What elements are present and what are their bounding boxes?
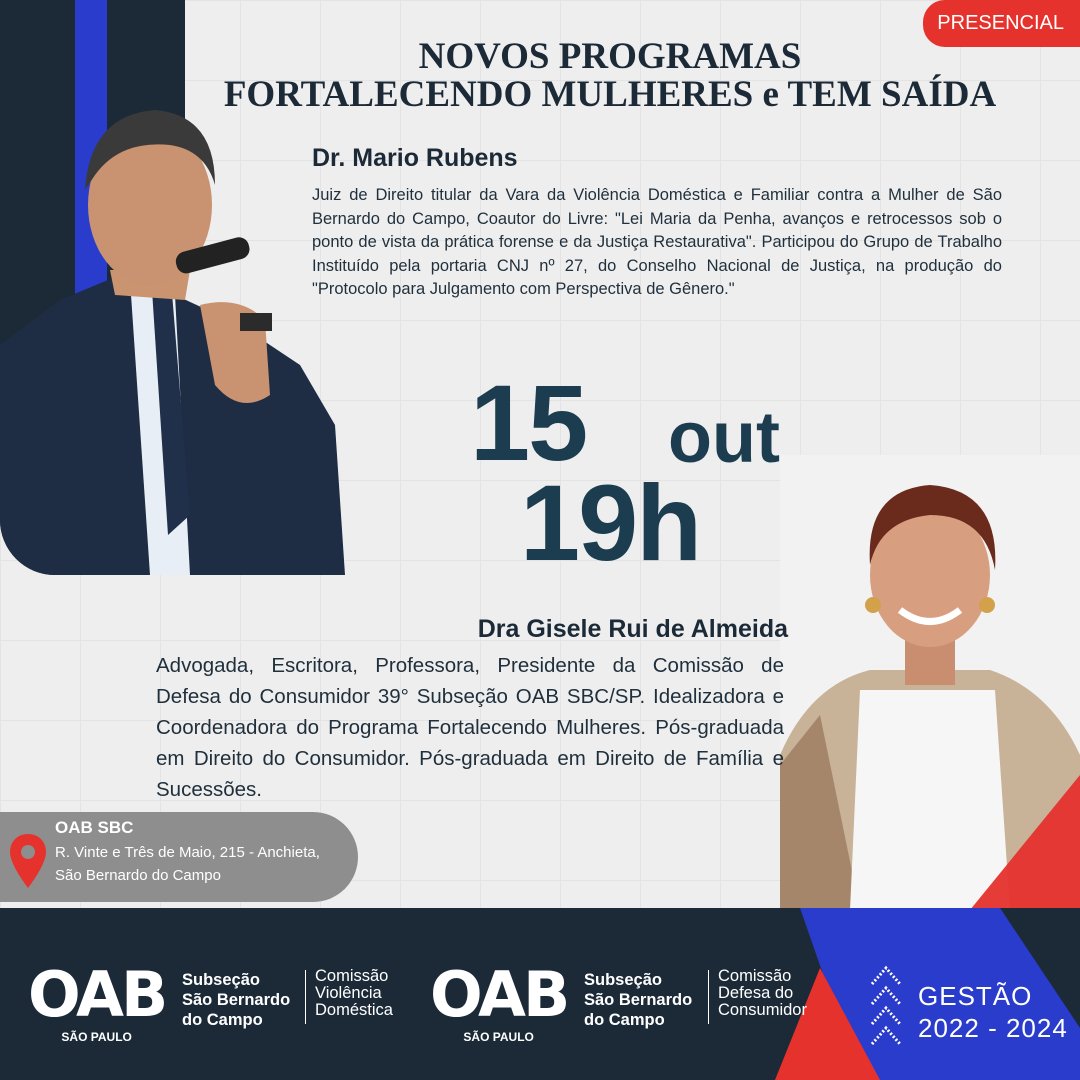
chevron-up-stack-icon [868,960,904,1056]
sub1-2: Subseção [584,971,662,989]
speaker1-bio: Juiz de Direito titular da Vara da Violência Doméstica e Familiar contra a Mulher de São Bernardo do Campo, Coautor do Livre: "Lei Maria da Penha, avanços e retrocessos sob o ponto de vista da prática forense e da Justiça Restaurativa". Participou do Grupo de Trabalho Instituído pela portaria CNJ nº 27, do Conselho Nacional de Justiça, na produção do "Protocolo para Julgamento com Perspectiva de Gênero." [312,186,1002,298]
sub3-2: do Campo [584,1011,665,1029]
com2-1: Violência [315,984,382,1002]
speaker2-name: Dra Gisele Rui de Almeida [477,615,788,643]
speaker2-photo [780,455,1080,910]
oab-logo-2 [430,958,568,1044]
location-box [0,812,358,902]
com3-1: Doméstica [315,1001,393,1019]
location-name: OAB SBC [55,818,134,837]
event-day: 15 [470,362,587,483]
oab-logo-1 [28,958,166,1044]
gestao-years: 2022 - 2024 [918,1013,1068,1043]
event-time: 19h [520,462,701,583]
com1-2: Comissão [718,967,792,985]
location-address-2: São Bernardo do Campo [55,867,221,884]
com2-2: Defesa do [718,984,794,1002]
sub2-1: São Bernardo [182,991,291,1009]
page-title [180,38,1040,114]
event-month: out [668,398,780,478]
comissao-label-1 [315,968,393,1019]
oab-wordmark-1: OAB [28,958,166,1031]
subsecao-label-1 [182,970,290,1030]
oab-state-1: SÃO PAULO [61,1030,132,1044]
title-line-1: NOVOS PROGRAMAS [418,36,802,77]
speaker1-name: Dr. Mario Rubens [312,144,518,172]
subsecao-label-2 [584,970,692,1030]
comissao-label-2 [718,968,807,1019]
speaker1-photo [0,95,345,575]
gestao-label [918,980,1068,1044]
map-pin-icon [8,832,48,892]
sub2-2: São Bernardo [584,991,693,1009]
title-line-2: FORTALECENDO MULHERES e TEM SAÍDA [223,74,997,115]
logo-divider-1 [305,970,306,1024]
logo-divider-2 [708,970,709,1024]
footer [0,908,1080,1080]
oab-wordmark-2: OAB [430,958,568,1031]
oab-state-2: SÃO PAULO [463,1030,534,1044]
com1-1: Comissão [315,967,389,985]
speaker2-bio: Advogada, Escritora, Professora, Presidente da Comissão de Defesa do Consumidor 39° Subseção OAB SBC/SP. Idealizadora e Coordenadora do Programa Fortalecendo Mulheres. Pós-graduada em Direito do Consumidor. Pós-graduada em Direito de Família e Sucessões. [156,654,784,801]
sub3-1: do Campo [182,1011,263,1029]
sub1-1: Subseção [182,971,260,989]
com3-2: Consumidor [718,1001,807,1019]
gestao-title: GESTÃO [918,981,1033,1011]
location-address-1: R. Vinte e Três de Maio, 215 - Anchieta, [55,844,320,861]
presencial-badge: PRESENCIAL [923,0,1080,47]
